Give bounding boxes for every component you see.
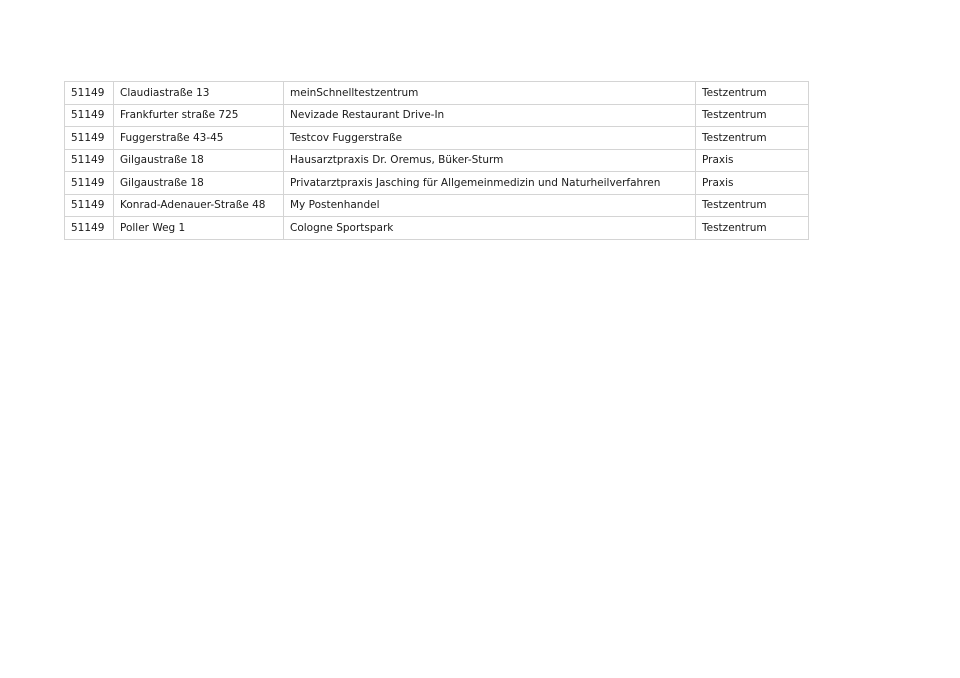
postal-code-cell: 51149	[65, 104, 114, 127]
location-name-cell: meinSchnelltestzentrum	[284, 82, 696, 105]
location-type-cell: Praxis	[696, 149, 809, 172]
street-cell: Konrad-Adenauer-Straße 48	[114, 194, 284, 217]
postal-code-cell: 51149	[65, 127, 114, 150]
postal-code-cell: 51149	[65, 82, 114, 105]
table-row	[65, 149, 809, 172]
street-cell: Poller Weg 1	[114, 217, 284, 240]
test-locations-table	[64, 81, 809, 240]
location-type-cell: Praxis	[696, 172, 809, 195]
street-cell: Gilgaustraße 18	[114, 149, 284, 172]
postal-code-cell: 51149	[65, 149, 114, 172]
street-cell: Fuggerstraße 43-45	[114, 127, 284, 150]
postal-code-cell: 51149	[65, 194, 114, 217]
location-type-cell: Testzentrum	[696, 194, 809, 217]
table-row	[65, 82, 809, 105]
location-name-cell: Hausarztpraxis Dr. Oremus, Büker-Sturm	[284, 149, 696, 172]
street-cell: Gilgaustraße 18	[114, 172, 284, 195]
location-name-cell: My Postenhandel	[284, 194, 696, 217]
location-name-cell: Cologne Sportspark	[284, 217, 696, 240]
location-name-cell: Testcov Fuggerstraße	[284, 127, 696, 150]
postal-code-cell: 51149	[65, 172, 114, 195]
street-cell: Claudiastraße 13	[114, 82, 284, 105]
table-row	[65, 104, 809, 127]
location-name-cell: Nevizade Restaurant Drive-In	[284, 104, 696, 127]
table-row	[65, 127, 809, 150]
location-name-cell: Privatarztpraxis Jasching für Allgemeinmedizin und Naturheilverfahren	[284, 172, 696, 195]
location-type-cell: Testzentrum	[696, 82, 809, 105]
location-type-cell: Testzentrum	[696, 104, 809, 127]
location-type-cell: Testzentrum	[696, 217, 809, 240]
table-row	[65, 194, 809, 217]
postal-code-cell: 51149	[65, 217, 114, 240]
location-type-cell: Testzentrum	[696, 127, 809, 150]
street-cell: Frankfurter straße 725	[114, 104, 284, 127]
table-row	[65, 172, 809, 195]
table-row	[65, 217, 809, 240]
